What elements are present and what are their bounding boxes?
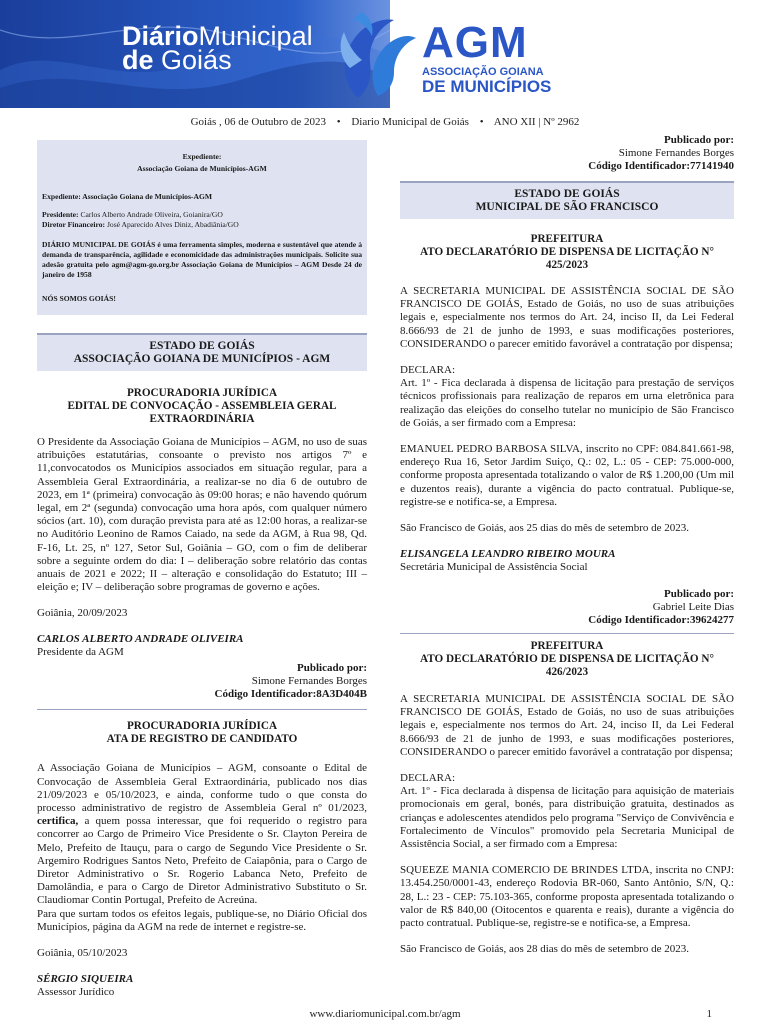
edital-publisher: Publicado por: Simone Fernandes Borges Código Identificador:8A3D404B bbox=[214, 662, 367, 701]
section-header-agm: ESTADO DE GOIÁS ASSOCIAÇÃO GOIANA DE MUNICÍPIOS - AGM bbox=[37, 333, 367, 371]
top-publisher: Publicado por: Simone Fernandes Borges Código Identificador:77141940 bbox=[588, 134, 734, 172]
ato-425-place-date: São Francisco de Goiás, aos 25 dias do mês de setembro de 2023. bbox=[400, 522, 689, 535]
edital-body: O Presidente da Associação Goiana de Municípios – AGM, no uso de suas atribuições estatutárias, consoante o previsto nos artigos 7º e 11,convocatodos os Municípios associados em situação regular, para a Assembleia Geral Extraordinária, a realizar-se no dia 6 de outubro de 2023, em 1ª (primeira) convocação às 09:00 horas; e não havendo quórum legal, em 2ª (segunda) convocação uma hora após, com qualquer número sócios (art. 10), com duração prevista para até as 12:00 horas, a realizar-se no Auditório Leonino de Ramos Caiado, na sede da AGM, à Rua 98, Qd. F-16, Lt. 25, nº 127, Setor Sul, Goiânia – GO, com o fim de deliberar sobre a seguinte ordem do dia: I – deliberação sobre relatório das contas anuais de 2021 e 2022; II – alteração e consolidação do Estatuto; III – eleição e; IV – deliberação sobre programas de governo e ações. bbox=[37, 436, 367, 594]
expediente-label: Expediente: bbox=[182, 152, 222, 161]
motto: NÓS SOMOS GOIÁS! bbox=[42, 294, 116, 303]
edital-signer-role: Presidente da AGM bbox=[37, 646, 124, 659]
ata-signer: SÉRGIO SIQUEIRA bbox=[37, 973, 134, 986]
diretor-name: José Aparecido Alves Diniz, Abadiânia/GO bbox=[106, 220, 239, 229]
divider bbox=[400, 633, 734, 634]
ata-place-date: Goiânia, 05/10/2023 bbox=[37, 947, 128, 960]
expediente-line: Expediente: Associação Goiana de Municípios-AGM bbox=[42, 192, 213, 201]
ato-426-declara: DECLARA: Art. 1º - Fica declarada à dispensa de licitação para aquisição de materiais promocionais em geral, bonés, para distribuição gratuita, destinados as crianças e adolescentes atendidos pelo programa "Serviço de Convivência e Fortalecimento de Vínculos" promovido pela Secretaria Municipal de Assistência Social, a ser firmado com a Empresa: bbox=[400, 772, 734, 851]
ato-426-contractor: SQUEEZE MANIA COMERCIO DE BRINDES LTDA, inscrita no CNPJ: 13.454.250/0001-43, endereço Rodovia BR-060, Santo Antônio, S/N, Q.: 28, L.: 23 - CEP: 75.103-365, conforme proposta apresentada totalizando o valor de R$ 840,00 (Oitocentos e quarenta e reais), durante a vigência do pacto contratual. Publique-se, registre-se e notifica-se, a Empresa. bbox=[400, 864, 734, 930]
footer-url[interactable]: www.diariomunicipal.com.br/agm bbox=[309, 1008, 461, 1020]
doc-title-ato-426: PREFEITURA ATO DECLARATÓRIO DE DISPENSA DE LICITAÇÃO N° 426/2023 bbox=[420, 640, 714, 679]
agm-emblem-icon bbox=[328, 8, 418, 104]
page-footer bbox=[0, 1008, 770, 1020]
journal-name: Diario Municipal de Goiás bbox=[351, 116, 469, 128]
expediente-org: Associação Goiana de Municípios-AGM bbox=[137, 164, 267, 173]
agm-logo: AGM ASSOCIAÇÃO GOIANA DE MUNICÍPIOS bbox=[422, 18, 552, 96]
presidente-name: Carlos Alberto Andrade Oliveira, Goianira/GO bbox=[80, 210, 223, 219]
ato-426-place-date: São Francisco de Goiás, aos 28 dias do mês de setembro de 2023. bbox=[400, 943, 689, 956]
right-column bbox=[400, 134, 734, 956]
ata-body-closing: Para que surtam todos os efeitos legais, publique-se, no Diário Oficial dos Municípios, página da AGM na rede de internet e registre-se. bbox=[37, 907, 367, 933]
divider bbox=[37, 709, 367, 710]
expediente-box: Expediente: Associação Goiana de Municípios-AGM Expediente: Associação Goiana de Municípios-AGM Presidente: Carlos Alberto Andrade Oliveira, Goianira/GO Diretor Financeiro: José Aparecido Alves Diniz, Abadiânia/GO DIÁRIO MUNICIPAL DE GOIÁS é uma ferramenta simples, moderna e sustentável que atende à demanda de transparência, agilidade e economicidade das administrações municipais. Solicite sua adesão gratuita pelo agm@agm-go.org.br Associação Goiana de Municípios – AGM Desde 24 de janeiro de 1958 NÓS SOMOS GOIÁS! bbox=[37, 140, 367, 315]
edital-signer: CARLOS ALBERTO ANDRADE OLIVEIRA bbox=[37, 633, 244, 646]
ato-426-preamble: A SECRETARIA MUNICIPAL DE ASSISTÊNCIA SOCIAL DE SÃO FRANCISCO DE GOIÁS, Estado de Goiás, no uso de suas atribuições legais e, especialmente nos termos do Art. 24, inciso II, da Lei Federal 8.666/93 de 21 de junho de 1993, e suas modificações posteriores, CONSIDERANDO o parecer emitido favorável a contratação por dispensa; bbox=[400, 693, 734, 758]
ato-425-preamble: A SECRETARIA MUNICIPAL DE ASSISTÊNCIA SOCIAL DE SÃO FRANCISCO DE GOIÁS, Estado de Goiás, no uso de suas atribuições legais e, especialmente nos termos do Art. 24, inciso II, da Lei Federal 8.666/93 de 21 de junho de 1993, e suas modificações posteriores, CONSIDERANDO o parecer emitido favorável a contratação por dispensa; bbox=[400, 285, 734, 350]
ato-425-declara: DECLARA: Art. 1º - Fica declarada à dispensa de licitação para prestação de serviços técnicos profissionais para realização de reparos em urna eletrônica para realização das eleições do conselho tutelar no município de São Francisco de Goiás, a ser firmado com a Empresa: bbox=[400, 364, 734, 429]
issue-edition: ANO XII | Nº 2962 bbox=[493, 116, 580, 128]
ato-425-publisher: Publicado por: Gabriel Leite Dias Código Identificador:39624277 bbox=[588, 588, 734, 627]
doc-title-ata: PROCURADORIA JURÍDICA ATA DE REGISTRO DE CANDIDATO bbox=[106, 720, 298, 746]
left-column bbox=[37, 140, 367, 999]
ata-signer-role: Assessor Jurídico bbox=[37, 986, 115, 999]
issue-dateline: Goiás , 06 de Outubro de 2023 • Diario Municipal de Goiás • ANO XII | Nº 2962 bbox=[190, 116, 580, 128]
doc-title-ato-425: PREFEITURA ATO DECLARATÓRIO DE DISPENSA DE LICITAÇÃO N° 425/2023 bbox=[420, 233, 714, 271]
ata-body: A Associação Goiana de Municípios – AGM, consoante o Edital de Convocação de Assembleia Geral Extraordinária, publicado nos dias 21/09/2023 e 05/10/2023, e ainda, conforme tudo o que consta do processo administrativo de registro de Assembleia Geral nº 01/2023, certifica, a quem possa interessar, que foi requerido o registro para concorrer ao Cargo de Primeiro Vice Presidente o Sr. Clayton Pereira de Melo, Prefeito de Itauçu, para o cargo de Segundo Vice Presidente o Sr. Argemiro Rodrigues Santos Neto, Prefeito de Caiapônia, para o Cargo de Diretor Administrativo o Sr. Rogerio Labanca Neto, Prefeito de Damolândia, e para o Cargo de Diretor Administrativo Substituto o Sr. Claudiomar Contin Portugal, Prefeito de Acreúna. bbox=[37, 762, 367, 907]
doc-title-edital: PROCURADORIA JURÍDICA EDITAL DE CONVOCAÇÃO - ASSEMBLEIA GERAL EXTRAORDINÁRIA bbox=[67, 387, 337, 425]
ato-425-contractor: EMANUEL PEDRO BARBOSA SILVA, inscrito no CPF: 084.841.661-98, endereço Rua 16, Setor Jardim Suiço, Q.: 02, L.: 05 - CEP: 75.000-000, conforme proposta apresentada totalizando o valor de R$ 1.200,00 (Um mil e duzentos reais), durante a vigência do pacto contratual. Publique-se, registre-se e notifica-se, a Empresa. bbox=[400, 443, 734, 508]
ato-425-signer: ELISANGELA LEANDRO RIBEIRO MOURA bbox=[400, 548, 616, 561]
page-number: 1 bbox=[706, 1008, 712, 1020]
masthead bbox=[0, 0, 770, 108]
edital-place-date: Goiânia, 20/09/2023 bbox=[37, 607, 128, 620]
section-header-sao-francisco: ESTADO DE GOIÁS MUNICIPAL DE SÃO FRANCISCO bbox=[400, 181, 734, 219]
ato-425-signer-role: Secretária Municipal de Assistência Social bbox=[400, 561, 588, 574]
diario-municipal-logo: DiárioMunicipal de Goiás bbox=[122, 21, 313, 75]
issue-date: Goiás , 06 de Outubro de 2023 bbox=[190, 116, 326, 128]
diario-description: DIÁRIO MUNICIPAL DE GOIÁS é uma ferramenta simples, moderna e sustentável que atende à demanda de transparência, agilidade e economicidade das administrações municipais. Solicite sua adesão gratuita pelo agm@agm-go.org.br Associação Goiana de Municípios – AGM Desde 24 de janeiro de 1958 bbox=[42, 240, 362, 279]
